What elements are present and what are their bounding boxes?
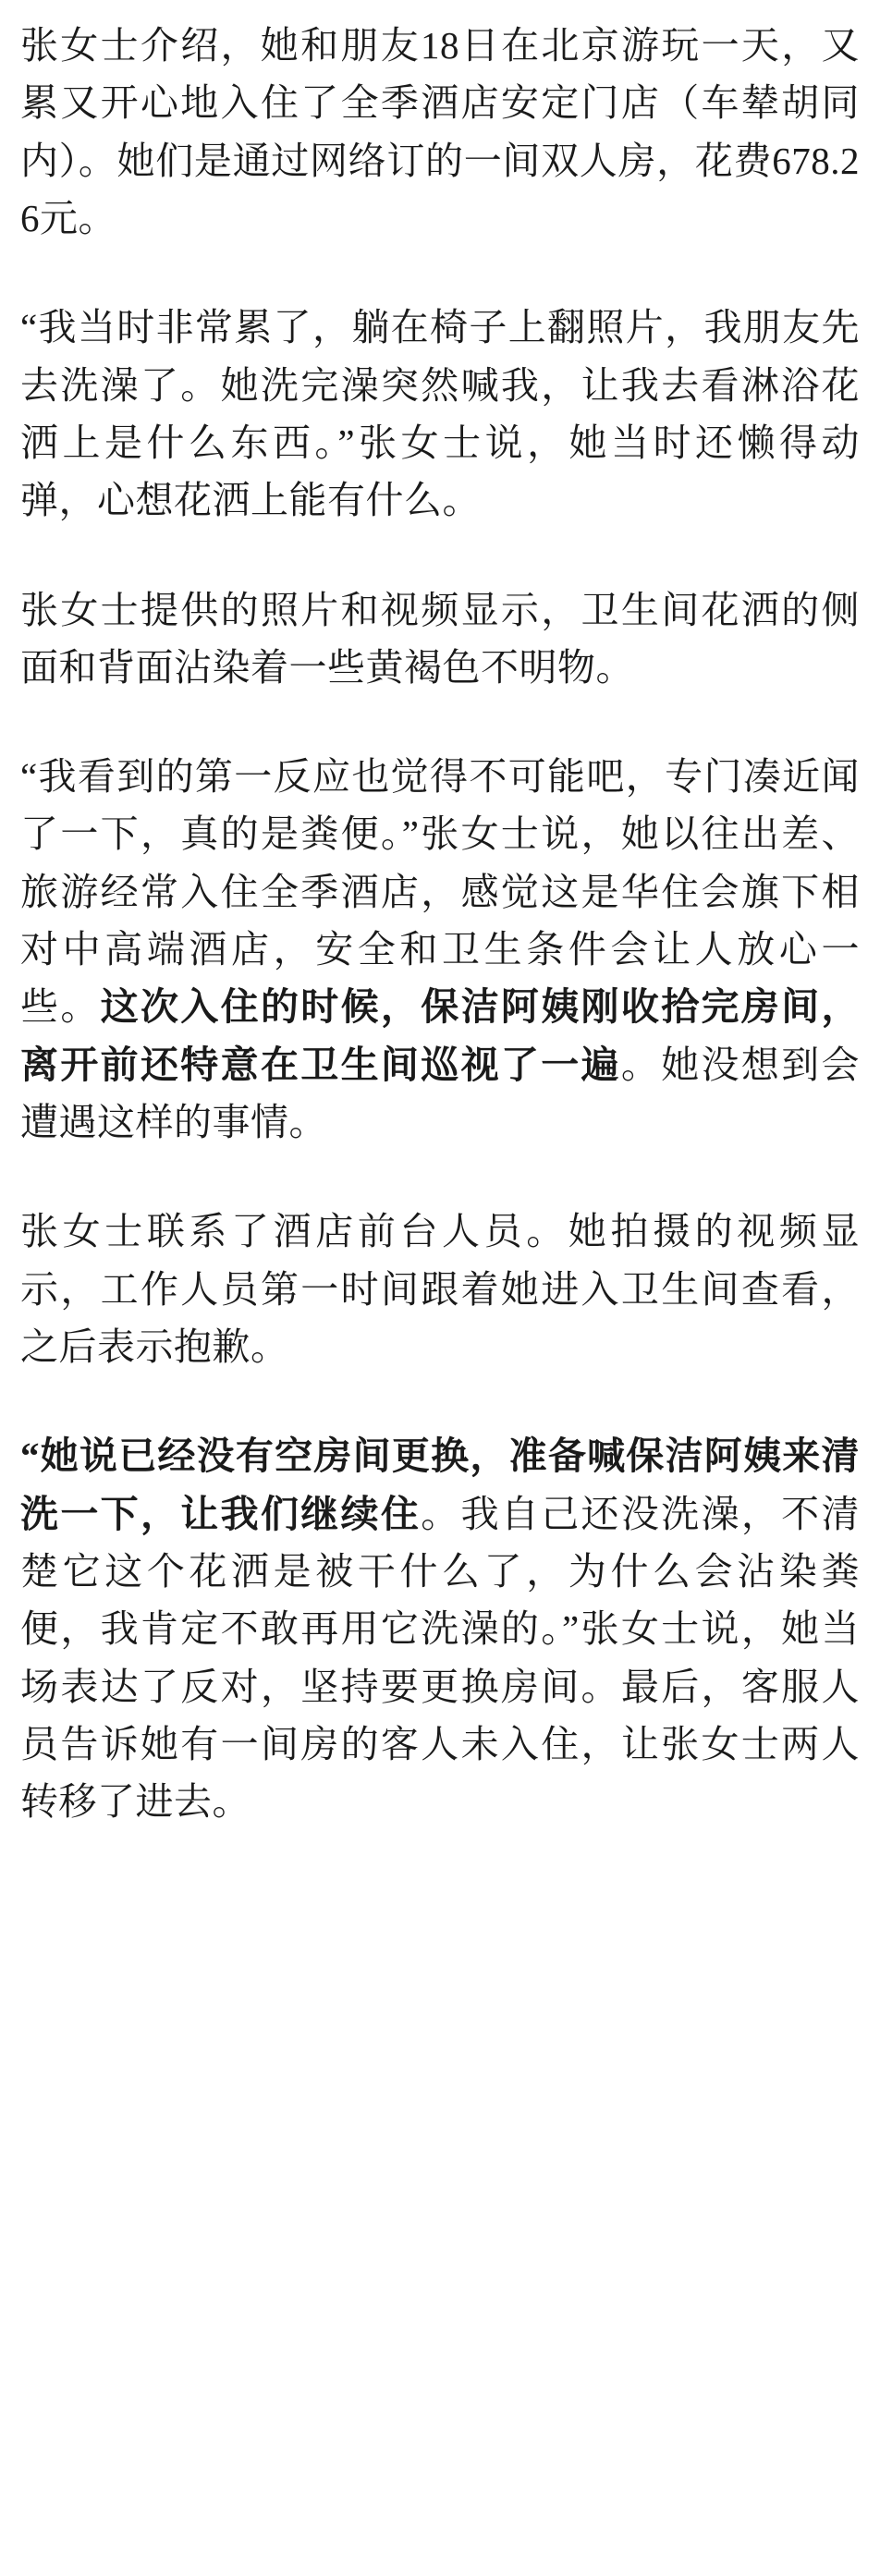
paragraph-text: “我当时非常累了，躺在椅子上翻照片，我朋友先去洗澡了。她洗完澡突然喊我，让我去看淋浴花洒上是什么东西。”张女士说，她当时还懒得动弹，心想花洒上能有什么。 xyxy=(20,306,860,522)
paragraph-text: “我看到的第一反应也觉得不可能吧，专门凑近闻了一下，真的是粪便。”张女士说，她以往出差、旅游经常入住全季酒店，感觉这是华住会旗下相对中高端酒店，安全和卫生条件会让人放心一些。 xyxy=(20,755,860,1029)
article-paragraph xyxy=(20,748,860,1151)
emphasized-text: 这次入住的时候，保洁阿姨刚收拾完房间，离开前还特意在卫生间巡视了一遍 xyxy=(20,985,861,1086)
paragraph-text: 张女士提供的照片和视频显示，卫生间花洒的侧面和背面沾染着一些黄褐色不明物。 xyxy=(20,588,860,689)
paragraph-text: 。我自己还没洗澡，不清楚它这个花洒是被干什么了，为什么会沾染粪便，我肯定不敢再用它洗澡的。”张女士说，她当场表达了反对，坚持要更换房间。最后，客服人员告诉她有一间房的客人未入住，让张女士两人转移了进去。 xyxy=(20,1492,860,1824)
paragraph-text: 张女士介绍，她和朋友18日在北京游玩一天，又累又开心地入住了全季酒店安定门店（车辇胡同内）。她们是通过网络订的一间双人房，花费678.26元。 xyxy=(20,24,860,239)
article-paragraph xyxy=(20,1427,860,1830)
emphasized-text: “她说已经没有空房间更换，准备喊保洁阿姨来清洗一下，让我们继续住 xyxy=(20,1435,860,1535)
paragraph-text: 。她没想到会遭遇这样的事情。 xyxy=(20,1043,860,1143)
article-paragraph xyxy=(20,299,860,529)
article-paragraph xyxy=(20,17,860,247)
article-paragraph xyxy=(20,1203,860,1375)
paragraph-text: 张女士联系了酒店前台人员。她拍摄的视频显示，工作人员第一时间跟着她进入卫生间查看，之后表示抱歉。 xyxy=(20,1210,860,1368)
article-paragraph xyxy=(20,581,860,697)
